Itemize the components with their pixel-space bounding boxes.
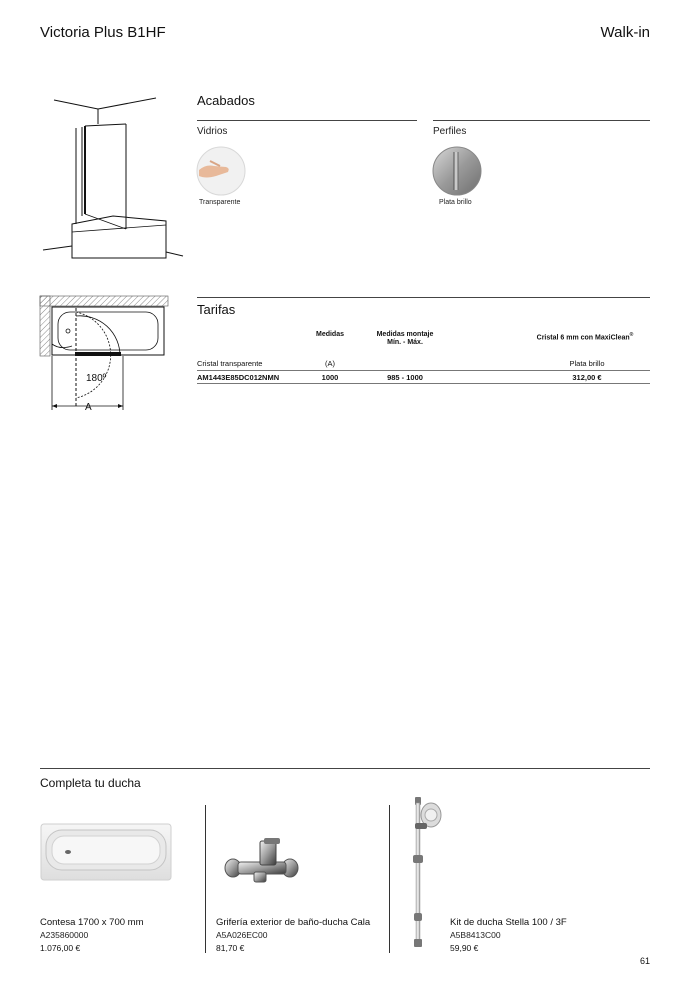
page-number: 61 [639, 956, 650, 966]
bathtub-image[interactable] [40, 822, 172, 882]
row-measure-unit: (A) [325, 359, 335, 368]
item-price: 312,00 € [572, 373, 602, 382]
profiles-label: Perfiles [433, 126, 467, 137]
product-1-name: Contesa 1700 x 700 mm [40, 917, 144, 928]
product-divider-2 [389, 805, 390, 953]
product-2-code: A5A026EC00 [216, 930, 268, 940]
angle-label: 180º [86, 373, 107, 384]
complete-rule [40, 768, 650, 769]
glass-label: Vidrios [197, 126, 228, 137]
prices-rule-top [197, 297, 650, 298]
page-title: Victoria Plus B1HF [40, 24, 166, 41]
col-mounting [362, 331, 448, 347]
col-mounting-line1: Medidas montaje [376, 331, 434, 338]
glass-swatch[interactable] [196, 146, 246, 196]
profile-swatch-name: Plata brillo [439, 199, 472, 206]
col-glass-text: Cristal 6 mm con MaxiClean [536, 334, 630, 342]
product-3-name: Kit de ducha Stella 100 / 3F [450, 917, 567, 928]
row-finish: Plata brillo [569, 359, 605, 368]
row-glass-type: Cristal transparente [197, 359, 263, 368]
finishes-rule-right [433, 120, 650, 121]
product-1-price: 1.076,00 € [40, 943, 81, 953]
col-glass-sup: ® [629, 332, 634, 338]
category-label: Walk-in [600, 24, 650, 41]
product-2-price: 81,70 € [216, 943, 245, 953]
plan-diagram [38, 294, 170, 416]
product-2-name: Grifería exterior de baño-ducha Cala [216, 917, 371, 928]
product-3-code: A5B8413C00 [450, 930, 501, 940]
col-measures: Medidas [315, 331, 344, 338]
item-measure: 1000 [321, 373, 339, 382]
product-3-price: 59,90 € [450, 943, 479, 953]
prices-row-rule-1 [197, 370, 650, 371]
shower-kit-image[interactable] [405, 795, 445, 951]
profile-swatch[interactable] [432, 146, 482, 196]
finishes-rule-left [197, 120, 417, 121]
col-mounting-line2: Mín. - Máx. [387, 339, 423, 346]
item-mounting: 985 - 1000 [387, 373, 423, 382]
item-code: AM1443E85DC012NMN [197, 373, 280, 382]
faucet-image[interactable] [224, 836, 300, 886]
col-glass [520, 331, 650, 342]
product-divider-1 [205, 805, 206, 953]
finishes-title: Acabados [197, 93, 255, 108]
dimension-label: A [85, 402, 92, 413]
complete-title: Completa tu ducha [40, 776, 141, 790]
prices-row-rule-2 [197, 383, 650, 384]
shower-screen-drawing [38, 94, 188, 266]
prices-title: Tarifas [197, 302, 236, 317]
product-1-code: A235860000 [40, 930, 89, 940]
glass-swatch-name: Transparente [199, 199, 241, 206]
